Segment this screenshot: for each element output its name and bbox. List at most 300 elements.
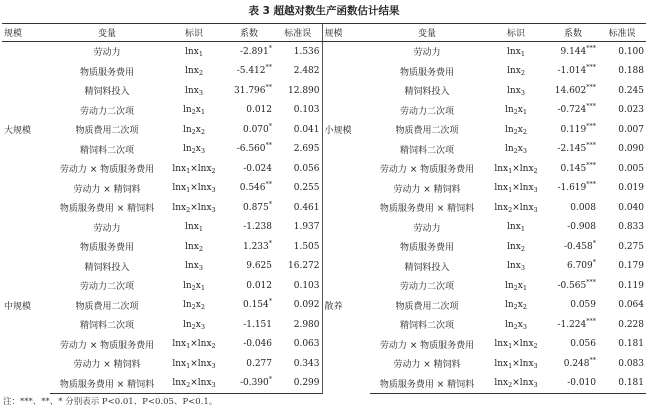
id-sub: 2 (513, 108, 518, 117)
variable-id-left (164, 296, 224, 316)
std-error-left: 2.482 (293, 66, 320, 77)
coefficient-left (224, 354, 274, 374)
id-tail: ×lnx (190, 378, 212, 389)
significance-stars: *** (586, 180, 596, 189)
header-scale-right: 规模 (322, 24, 370, 42)
std-error-right: 0.188 (618, 66, 644, 77)
significance-stars: *** (586, 277, 596, 286)
id-sub: 1 (198, 49, 203, 58)
coef-value: -0.458 (563, 241, 593, 252)
coef-value: -0.046 (243, 339, 272, 350)
variable-id-left (164, 62, 224, 82)
coef-value: 0.012 (246, 105, 272, 116)
id-tail: x (195, 319, 201, 330)
header-variable-left: 变量 (50, 24, 164, 42)
significance-stars: ** (265, 63, 272, 72)
variable-name-right: 劳动力 × 精饲料 (393, 184, 461, 195)
id-tail: x (195, 124, 201, 135)
coef-value: -1.619 (557, 183, 587, 194)
coefficient-right (548, 257, 598, 277)
variable-id-right (484, 218, 548, 238)
variable-id-left (164, 120, 224, 140)
variable-id-right (484, 198, 548, 218)
significance-stars: *** (586, 43, 596, 52)
significance-stars: *** (586, 141, 596, 150)
header-se-right: 标准误 (598, 24, 646, 42)
id-tail: x (517, 300, 523, 311)
significance-stars: *** (586, 121, 596, 130)
std-error-right: 0.083 (618, 358, 644, 369)
scale-label-left: 大规模 (4, 126, 32, 137)
variable-name-left: 劳动力 × 物质服务费用 (59, 340, 155, 351)
std-error-left: 1.505 (293, 241, 320, 252)
header-row (2, 24, 646, 42)
id-base: lnx (494, 378, 509, 389)
id-base: lnx (185, 241, 199, 252)
variable-name-left: 劳动力二次项 (79, 106, 134, 117)
significance-stars: * (592, 238, 596, 247)
coef-value: -6.560 (236, 144, 266, 155)
variable-name-right: 物质服务费用 × 精饲料 (379, 204, 475, 215)
coef-value: 0.145 (560, 163, 587, 174)
id-base: ln (182, 105, 192, 116)
id-sub2: 1 (200, 283, 206, 292)
id-base: ln (504, 105, 514, 116)
variable-id-left (164, 374, 224, 394)
id-sub2: 2 (200, 303, 206, 312)
std-error-right: 0.019 (618, 183, 644, 194)
std-error-right: 0.040 (618, 202, 644, 213)
id-sub: 1 (520, 225, 525, 234)
coefficient-left (224, 315, 274, 335)
std-error-left: 1.937 (293, 222, 320, 233)
variable-id-right (484, 335, 548, 355)
id-sub: 2 (186, 205, 191, 214)
coefficient-left (224, 296, 274, 316)
id-base: ln (182, 144, 192, 155)
id-sub2: 2 (533, 342, 538, 351)
variable-name-right: 劳动力 (413, 223, 441, 234)
id-base: lnx (494, 163, 509, 174)
coefficient-left (224, 179, 274, 199)
id-tail: ×lnx (512, 358, 534, 369)
coefficient-left (224, 120, 274, 140)
variable-name-right: 劳动力 (413, 48, 441, 59)
id-sub2: 3 (211, 205, 216, 214)
coef-value: 0.546 (239, 183, 266, 194)
variable-name-right: 劳动力二次项 (399, 282, 454, 293)
id-tail: ×lnx (190, 339, 212, 350)
variable-id-right (484, 276, 548, 296)
id-base: lnx (507, 85, 521, 96)
coef-value: 0.056 (570, 339, 596, 350)
id-sub: 2 (198, 244, 203, 253)
id-base: ln (504, 124, 514, 135)
table-title: 表 3 超越对数生产函数估计结果 (248, 5, 400, 17)
id-sub2: 3 (200, 322, 206, 331)
table-note: 注：***、**、* 分别表示 P<0.01、P<0.05、P<0.1。 (3, 397, 218, 407)
id-base: lnx (172, 183, 187, 194)
id-sub: 1 (198, 225, 203, 234)
variable-name-left: 物质费用二次项 (75, 126, 139, 137)
id-sub2: 2 (211, 342, 216, 351)
coef-value: 0.012 (246, 280, 272, 291)
coefficient-left (224, 101, 274, 121)
std-error-right: 0.179 (618, 261, 644, 272)
variable-name-right: 物质费用二次项 (395, 126, 459, 137)
variable-name-left: 劳动力 × 精饲料 (73, 184, 141, 195)
variable-name-left: 精饲料二次项 (79, 321, 134, 332)
id-sub: 1 (186, 166, 191, 175)
coefficient-left (224, 62, 274, 82)
id-sub: 2 (191, 147, 196, 156)
coefficient-left (224, 335, 274, 355)
variable-name-left: 物质服务费用 (79, 243, 134, 254)
coef-value: -0.010 (567, 378, 596, 389)
id-sub2: 1 (200, 108, 206, 117)
header-id-left: 标识 (164, 24, 224, 42)
id-sub: 2 (186, 381, 191, 390)
id-sub: 1 (508, 166, 513, 175)
id-base: ln (504, 280, 514, 291)
header-se-left: 标准误 (274, 24, 322, 42)
coef-value: 0.070 (242, 124, 269, 135)
coefficient-right (548, 159, 598, 179)
coef-value: -5.412 (236, 66, 266, 77)
std-error-right: 0.023 (618, 105, 644, 116)
variable-id-right (484, 62, 548, 82)
variable-name-right: 物质服务费用 (399, 243, 454, 254)
id-sub: 2 (513, 303, 518, 312)
coef-value: 6.709 (566, 261, 593, 272)
variable-id-left (164, 315, 224, 335)
variable-id-left (164, 159, 224, 179)
variable-id-left (164, 335, 224, 355)
variable-id-right (484, 257, 548, 277)
id-sub2: 1 (522, 108, 528, 117)
significance-stars: * (268, 297, 272, 306)
coefficient-right (548, 120, 598, 140)
variable-name-left: 精饲料二次项 (79, 145, 134, 156)
significance-stars: *** (586, 102, 596, 111)
id-tail: x (195, 105, 201, 116)
std-error-left: 0.092 (293, 300, 320, 311)
id-tail: x (195, 280, 201, 291)
id-sub: 2 (513, 283, 518, 292)
coef-value: 0.154 (242, 300, 269, 311)
std-error-right: 0.119 (618, 280, 644, 291)
variable-id-left (164, 257, 224, 277)
significance-stars: ** (265, 180, 272, 189)
variable-name-right: 物质服务费用 (399, 67, 454, 78)
scale-label-left: 中规模 (4, 302, 32, 312)
coef-value: -1.151 (243, 319, 272, 330)
coefficient-left (224, 81, 274, 101)
header-coef-right: 系数 (548, 24, 598, 42)
id-sub2: 3 (522, 322, 528, 331)
variable-id-left (164, 140, 224, 160)
std-error-left: 0.063 (293, 339, 320, 350)
coef-value: -0.908 (567, 222, 596, 233)
id-sub: 2 (191, 322, 196, 331)
variable-name-right: 劳动力 × 物质服务费用 (379, 165, 475, 176)
header-variable-right: 变量 (370, 24, 484, 42)
coef-value: -2.891 (239, 46, 269, 57)
header-coef-left: 系数 (224, 24, 274, 42)
coefficient-left (224, 140, 274, 160)
coefficient-right (548, 276, 598, 296)
id-tail: x (517, 319, 523, 330)
variable-id-right (484, 140, 548, 160)
variable-name-left: 劳动力二次项 (79, 282, 134, 293)
id-tail: ×lnx (512, 378, 534, 389)
id-sub: 2 (513, 127, 518, 136)
id-sub2: 2 (533, 166, 538, 175)
variable-name-right: 物质费用二次项 (395, 301, 459, 312)
coef-value: 0.875 (242, 202, 269, 213)
id-tail: ×lnx (190, 183, 212, 194)
coef-value: 0.119 (560, 124, 587, 135)
std-error-right: 0.833 (618, 222, 644, 233)
std-error-right: 0.100 (618, 46, 644, 57)
id-base: ln (182, 300, 192, 311)
table-row (2, 218, 646, 238)
id-tail: ×lnx (512, 163, 534, 174)
std-error-right: 0.064 (618, 300, 644, 311)
variable-id-left (164, 198, 224, 218)
variable-id-right (484, 159, 548, 179)
coef-value: 0.277 (246, 358, 272, 369)
id-sub: 3 (198, 264, 203, 273)
id-sub2: 2 (200, 127, 206, 136)
significance-stars: * (268, 121, 272, 130)
std-error-right: 0.005 (618, 163, 644, 174)
std-error-right: 0.181 (598, 374, 646, 394)
id-sub: 1 (186, 361, 191, 370)
id-sub2: 3 (522, 147, 528, 156)
variable-id-left (164, 354, 224, 374)
variable-name-right: 劳动力 × 精饲料 (393, 360, 461, 371)
std-error-left: 0.103 (293, 280, 320, 291)
id-tail: x (517, 144, 523, 155)
variable-name-left: 精饲料投入 (84, 87, 130, 98)
variable-id-right (484, 315, 548, 335)
variable-id-right (484, 81, 548, 101)
coef-value: 0.059 (570, 300, 596, 311)
variable-id-left (164, 179, 224, 199)
variable-name-left: 劳动力 (93, 48, 121, 59)
id-base: lnx (172, 339, 187, 350)
variable-name-right: 精饲料投入 (404, 262, 450, 273)
variable-id-left (164, 101, 224, 121)
std-error-right: 0.245 (618, 85, 644, 96)
id-base: lnx (507, 241, 521, 252)
coefficient-right (548, 179, 598, 199)
significance-stars: ** (589, 355, 596, 364)
variable-id-right (484, 296, 548, 316)
id-sub: 2 (191, 303, 196, 312)
id-tail: x (517, 280, 523, 291)
id-sub2: 2 (211, 166, 216, 175)
id-base: lnx (507, 222, 521, 233)
id-sub: 1 (508, 342, 513, 351)
id-base: lnx (172, 202, 187, 213)
id-tail: x (195, 300, 201, 311)
id-base: lnx (494, 202, 509, 213)
variable-id-right (484, 374, 548, 394)
variable-name-left: 物质服务费用 × 精饲料 (59, 204, 155, 215)
id-base: ln (182, 319, 192, 330)
coef-value: 9.625 (246, 261, 272, 272)
id-tail: ×lnx (512, 202, 534, 213)
id-tail: ×lnx (512, 183, 534, 194)
variable-name-right: 精饲料二次项 (399, 321, 454, 332)
id-base: ln (504, 144, 514, 155)
variable-id-left (164, 42, 224, 62)
variable-id-right (484, 237, 548, 257)
variable-name-left: 劳动力 × 物质服务费用 (59, 165, 155, 176)
variable-name-right: 物质服务费用 × 精饲料 (370, 374, 484, 394)
id-base: lnx (494, 358, 509, 369)
std-error-left: 2.980 (293, 319, 320, 330)
std-error-right: 0.275 (618, 241, 644, 252)
significance-stars: ** (265, 141, 272, 150)
id-sub2: 3 (200, 147, 206, 156)
significance-stars: * (268, 199, 272, 208)
id-base: lnx (185, 66, 199, 77)
coefficient-right (548, 296, 598, 316)
variable-name-right: 劳动力二次项 (399, 106, 454, 117)
coef-value: 9.144 (560, 46, 587, 57)
id-sub: 2 (191, 108, 196, 117)
id-sub: 2 (508, 381, 513, 390)
coefficient-left (224, 374, 274, 394)
id-tail: ×lnx (190, 163, 212, 174)
id-base: lnx (507, 261, 521, 272)
id-sub: 2 (520, 244, 525, 253)
id-sub2: 3 (211, 381, 216, 390)
variable-name-right: 精饲料二次项 (399, 145, 454, 156)
coefficient-left (224, 257, 274, 277)
coef-value: -1.224 (557, 319, 587, 330)
id-sub: 2 (520, 69, 525, 78)
id-base: lnx (185, 85, 199, 96)
header-scale-left: 规模 (2, 24, 50, 42)
id-sub: 2 (191, 283, 196, 292)
significance-stars: * (268, 238, 272, 247)
coefficient-right (548, 354, 598, 374)
std-error-left: 1.536 (293, 46, 320, 57)
id-sub: 1 (186, 342, 191, 351)
variable-name-right: 精饲料投入 (404, 87, 450, 98)
id-tail: x (195, 144, 201, 155)
scale-label-right: 小规模 (322, 42, 370, 218)
table-body (2, 42, 646, 394)
std-error-left: 0.343 (293, 358, 320, 369)
id-sub: 2 (508, 205, 513, 214)
id-sub: 3 (520, 264, 525, 273)
std-error-left: 0.103 (293, 105, 320, 116)
estimation-table (2, 23, 646, 394)
coef-value: 0.008 (570, 202, 596, 213)
id-sub: 3 (520, 88, 525, 97)
id-base: ln (504, 300, 514, 311)
variable-name-left: 物质费用二次项 (75, 301, 139, 312)
coef-value: -1.014 (557, 66, 587, 77)
coefficient-right (548, 374, 598, 394)
variable-name-left: 精饲料投入 (84, 262, 130, 273)
variable-name-left: 物质服务费用 (79, 67, 134, 78)
id-sub2: 2 (522, 303, 528, 312)
id-sub2: 2 (522, 127, 528, 136)
significance-stars: * (268, 43, 272, 52)
coefficient-left (224, 237, 274, 257)
significance-stars: * (592, 258, 596, 267)
coefficient-right (548, 198, 598, 218)
id-sub: 2 (198, 69, 203, 78)
coef-value: 0.248 (563, 358, 590, 369)
coef-value: -0.024 (243, 163, 272, 174)
id-tail: ×lnx (512, 339, 534, 350)
scale-label-right: 散养 (322, 218, 370, 394)
id-sub: 1 (186, 186, 191, 195)
coefficient-left (224, 159, 274, 179)
std-error-left: 0.041 (293, 124, 320, 135)
variable-name-left: 劳动力 (93, 223, 121, 234)
coefficient-left (224, 198, 274, 218)
coefficient-right (548, 335, 598, 355)
id-base: lnx (507, 66, 521, 77)
id-sub: 2 (513, 147, 518, 156)
variable-id-left (164, 81, 224, 101)
std-error-left: 0.299 (274, 374, 322, 394)
coef-value: -2.145 (557, 144, 587, 155)
std-error-left: 2.695 (293, 144, 320, 155)
variable-id-left (164, 276, 224, 296)
coef-value: 14.602 (554, 85, 587, 96)
variable-id-right (484, 42, 548, 62)
variable-id-right (484, 120, 548, 140)
id-base: lnx (172, 358, 187, 369)
id-base: lnx (185, 46, 199, 57)
id-sub: 1 (520, 49, 525, 58)
variable-id-left (164, 237, 224, 257)
id-tail: ×lnx (190, 358, 212, 369)
std-error-right: 0.090 (618, 144, 644, 155)
table-row (2, 42, 646, 62)
coefficient-right (548, 140, 598, 160)
std-error-right: 0.007 (618, 124, 644, 135)
id-base: lnx (185, 222, 199, 233)
id-base: ln (182, 124, 192, 135)
coefficient-right (548, 62, 598, 82)
variable-id-right (484, 179, 548, 199)
significance-stars: *** (586, 316, 596, 325)
significance-stars: *** (586, 63, 596, 72)
id-base: lnx (172, 163, 187, 174)
significance-stars: ** (265, 82, 272, 91)
id-base: lnx (494, 339, 509, 350)
variable-id-right (484, 354, 548, 374)
std-error-left: 12.890 (288, 85, 320, 96)
id-base: lnx (185, 261, 199, 272)
significance-stars: * (268, 375, 272, 384)
id-tail: x (517, 105, 523, 116)
coefficient-right (548, 315, 598, 335)
id-sub2: 3 (211, 361, 216, 370)
id-base: lnx (507, 46, 521, 57)
coef-value: -0.724 (557, 105, 587, 116)
